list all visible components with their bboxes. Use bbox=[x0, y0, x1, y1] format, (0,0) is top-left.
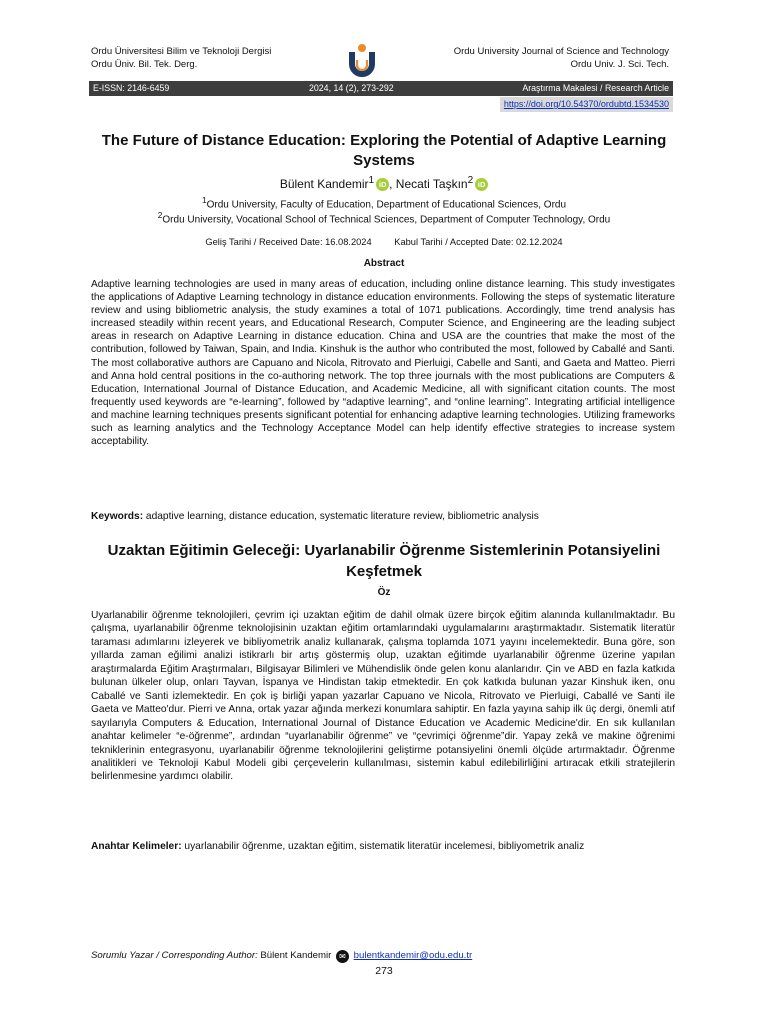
orcid-icon[interactable]: iD bbox=[475, 178, 488, 191]
journal-logo bbox=[344, 42, 380, 80]
article-title: The Future of Distance Education: Exploring the Potential of Adaptive Learning Systems bbox=[101, 132, 667, 169]
affiliation-2-text: Ordu University, Vocational School of Technical Sciences, Department of Computer Technology, Ordu bbox=[162, 214, 611, 226]
journal-name-en-abbr: Ordu Univ. J. Sci. Tech. bbox=[570, 59, 669, 70]
author-name: Necati Taşkın bbox=[395, 177, 468, 191]
anahtar-label: Anahtar Kelimeler: bbox=[91, 841, 182, 852]
volume-pages: 2024, 14 (2), 273-292 bbox=[309, 83, 394, 93]
affiliation-1-sup: 1 bbox=[201, 195, 207, 205]
keywords-text: adaptive learning, distance education, systematic literature review, bibliometric analysis bbox=[143, 511, 539, 522]
abstract-heading: Abstract bbox=[363, 258, 405, 269]
dates bbox=[91, 236, 677, 249]
oz-heading: Öz bbox=[377, 587, 391, 598]
article-type: Araştırma Makalesi / Research Article bbox=[522, 83, 669, 93]
anahtar-kelimeler bbox=[91, 840, 675, 853]
issn: E-ISSN: 2146-6459 bbox=[93, 83, 170, 93]
journal-info-bar bbox=[89, 81, 673, 96]
journal-name-en bbox=[454, 45, 669, 71]
turkish-title: Uzaktan Eğitimin Geleceği: Uyarlanabilir Öğrenme Sistemlerinin Potansiyelini Keşfetmek bbox=[107, 542, 661, 580]
journal-name-tr-full: Ordu Üniversitesi Bilim ve Teknoloji Dergisi bbox=[91, 46, 272, 57]
author-separator: , bbox=[389, 177, 396, 191]
oz-text: Uyarlanabilir öğrenme teknolojileri, çevrim içi uzaktan eğitim de dahil olmak üzere birçok eğitim alanında kullanılmaktadır. Bu çalışma, uyarlanabilir öğrenme teknolojisinin uzaktan eğitim ortamlarındaki uygulamalarını araştırmaktadır. Sistematik literatür taraması adımlarını izleyerek ve bibliyometrik analiz kullanarak, çalışma toplamda 1071 yayını incelemektedir. Buna göre, son yıllarda zaman eğilimi analizi istikrarlı bir artış göstermiş olup, uzaktan eğitimde uyarlanabilir öğrenme üzerine yapılan araştırmalarda Eğitim Araştırmaları, Bilgisayar Bilimleri ve Mühendislik önde gelen konu alanlarıdır. Çin ve ABD en fazla katkıda bulunan ülkeler olup, onları Tayvan, İspanya ve Hindistan takip etmektedir. En çok katkıda bulunan yazar Kinshuk iken, onu Caballé ve Santi izlemektedir. En çok iş birliği yapan yazarlar Capuano ve Nicola, Ritrovato ve Pierluigi, Caballé ve Santi ile Gaeta ve Matteo'dur. Pierri ve Anna, ortak yazar ağında merkezi konumlara sahiptir. En fazla yayına sahip ilk üç dergi, önemli atıf sayılarıyla Computers & Education, International Journal of Distance Education ve Academic Medicine'dir. En sık kullanılan anahtar kelimeler “e-öğrenme”, ardından “uyarlanabilir öğrenme” ve “çevrimiçi öğrenme”dir. Yapay zekâ ve makine öğrenimi tekniklerinin entegrasyonu, uyarlanabilir öğrenme teknolojilerini geliştirme potansiyelini önemli ölçüde artırmaktadır. Öğrenme analitikleri ve Teknoloji Kabul Modeli gibi çerçevelerin kullanılması, sistemin kabul edilebilirliğini artıracak etkili stratejilerin belirlenmesine yardımcı olabilir. bbox=[91, 610, 675, 783]
doi-link[interactable]: https://doi.org/10.54370/ordubtd.1534530 bbox=[503, 99, 669, 109]
orcid-icon[interactable]: iD bbox=[376, 178, 389, 191]
accepted-date: Kabul Tarihi / Accepted Date: 02.12.2024 bbox=[394, 237, 563, 247]
corresponding-label: Sorumlu Yazar / Corresponding Author: bbox=[91, 950, 258, 961]
affiliation-2 bbox=[91, 209, 677, 226]
email-link[interactable]: bulentkandemir@odu.edu.tr bbox=[353, 950, 473, 961]
journal-name-tr-abbr: Ordu Üniv. Bil. Tek. Derg. bbox=[91, 59, 198, 70]
author-name: Bülent Kandemir bbox=[279, 177, 369, 191]
affiliation-2-sup: 2 bbox=[157, 210, 163, 220]
affiliation-1-text: Ordu University, Faculty of Education, Department of Educational Sciences, Ordu bbox=[206, 199, 567, 211]
journal-name-tr bbox=[91, 45, 271, 71]
received-date: Geliş Tarihi / Received Date: 16.08.2024 bbox=[205, 237, 372, 247]
corresponding-author bbox=[91, 949, 472, 963]
journal-name-en-full: Ordu University Journal of Science and Technology bbox=[453, 46, 669, 57]
doi-box bbox=[500, 97, 673, 112]
author-sup: 1 bbox=[368, 175, 375, 186]
abstract-text: Adaptive learning technologies are used in many areas of education, including online distance learning. This study investigates the applications of Adaptive Learning technology in distance education environments. Following the steps of systematic literature review and using bibliometric analysis, the study examines a total of 1071 publications. Accordingly, time trend analysis has increased steadily within recent years, and Educational Research, Computer Science, and Engineering are the leading subject areas in research on Adaptive Learning in distance education. China and USA are the countries that make the most of the contribution, followed by Taiwan, Spain, and India. Kinshuk is the author who contributed the most, followed by Caballé and Santi. The most collaborative authors are Capuano and Nicola, Ritrovato and Pierluigi, Cabelle and Santi, and Gaeta and Matteo. Pierri and Anna hold central positions in the co-authoring network. The top three journals with the most publications are Computers & Education, International Journal of Distance Education, and Academic Medicine, all with significant citation counts. The most frequently used keywords are “e-learning”, followed by “adaptive learning”, and “online learning”. Integrating artificial intelligence and machine learning techniques presents significant potential for enhancing adaptive learning technologies. Utilizing frameworks such as learning analytics and the Technology Acceptance Model can help identify effective strategies to increase system acceptability. bbox=[91, 279, 675, 448]
corresponding-name: Bülent Kandemir bbox=[257, 950, 332, 961]
author-list bbox=[91, 172, 677, 193]
page-number: 273 bbox=[375, 965, 393, 977]
author-sup: 2 bbox=[467, 175, 474, 186]
keywords bbox=[91, 510, 675, 523]
anahtar-text: uyarlanabilir öğrenme, uzaktan eğitim, sistematik literatür incelemesi, bibliyometrik analiz bbox=[181, 841, 585, 852]
keywords-label: Keywords: bbox=[91, 511, 144, 522]
email-icon: ✉ bbox=[336, 950, 349, 963]
